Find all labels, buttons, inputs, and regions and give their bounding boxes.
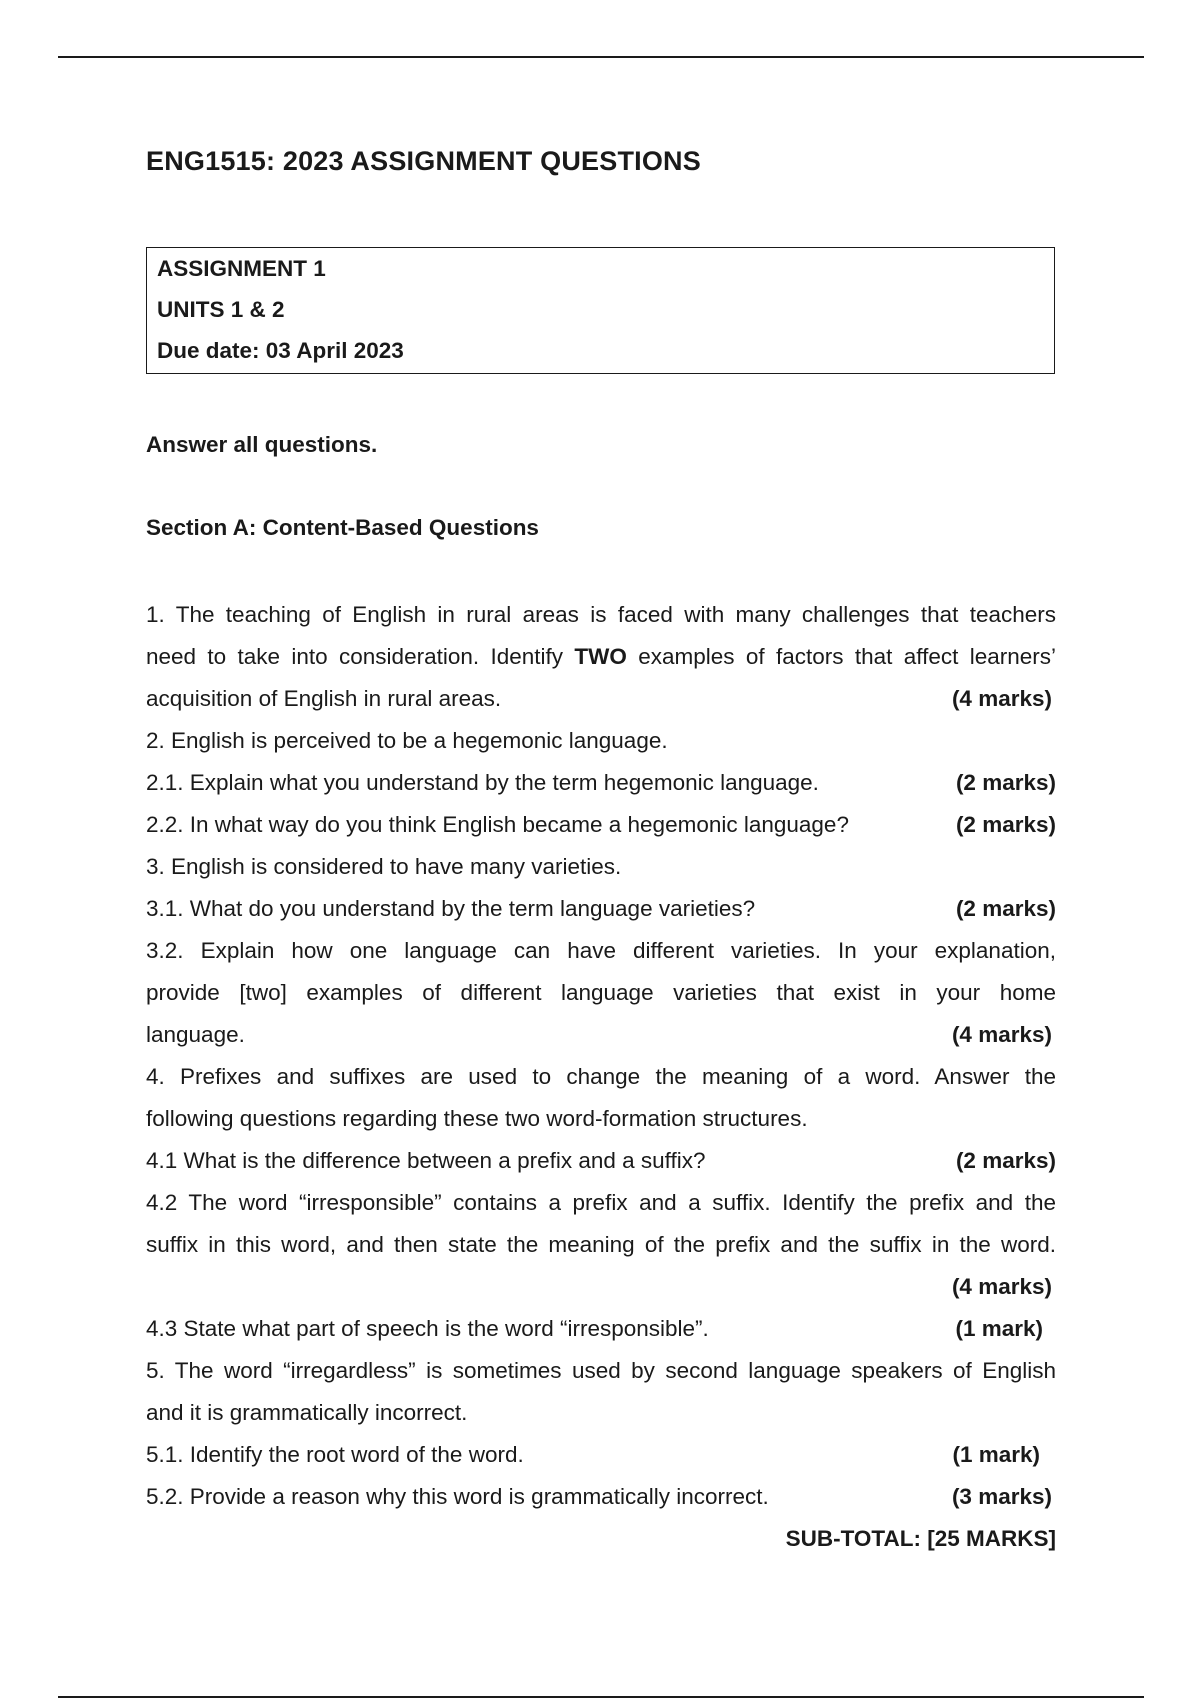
question-4-2-line-2: suffix in this word, and then state the meaning of the prefix and the suffix in the word. bbox=[146, 1232, 1056, 1257]
question-1-marks: (4 marks) bbox=[951, 686, 1052, 711]
question-3-intro: 3. English is considered to have many varieties. bbox=[146, 854, 622, 879]
question-2-1 bbox=[146, 762, 1056, 804]
question-5-2-text: 5.2. Provide a reason why this word is grammatically incorrect. bbox=[146, 1484, 769, 1509]
question-2-intro: 2. English is perceived to be a hegemonic language. bbox=[146, 728, 668, 753]
question-3-2-marks: (4 marks) bbox=[951, 1022, 1052, 1047]
question-3-2-line-2: provide [two] examples of different language varieties that exist in your home bbox=[146, 980, 1056, 1005]
question-4-3 bbox=[146, 1308, 1056, 1350]
bottom-rule bbox=[58, 1696, 1144, 1698]
question-3-2-line-1: 3.2. Explain how one language can have different varieties. In your explanation, bbox=[146, 938, 1056, 963]
question-1-line-3 bbox=[146, 678, 1056, 720]
assignment-due-date: Due date: 03 April 2023 bbox=[157, 338, 404, 363]
question-4-1 bbox=[146, 1140, 1056, 1182]
section-heading: Section A: Content-Based Questions bbox=[146, 515, 539, 540]
document-title: ENG1515: 2023 ASSIGNMENT QUESTIONS bbox=[146, 146, 701, 176]
question-1-emphasis: TWO bbox=[574, 644, 627, 669]
assignment-number: ASSIGNMENT 1 bbox=[157, 256, 326, 281]
subtotal: SUB-TOTAL: [25 MARKS] bbox=[785, 1526, 1056, 1551]
questions-list bbox=[146, 594, 1056, 1560]
question-4-2-marks: (4 marks) bbox=[951, 1274, 1052, 1299]
question-5-1-marks: (1 mark) bbox=[952, 1442, 1040, 1467]
question-4-3-marks: (1 mark) bbox=[955, 1316, 1043, 1341]
question-5-1 bbox=[146, 1434, 1056, 1476]
question-2-1-text: 2.1. Explain what you understand by the term hegemonic language. bbox=[146, 770, 819, 795]
question-5-2-marks: (3 marks) bbox=[951, 1484, 1052, 1509]
question-2-2-marks: (2 marks) bbox=[955, 812, 1056, 837]
question-1-text-end: acquisition of English in rural areas. bbox=[146, 686, 502, 711]
question-5-2 bbox=[146, 1476, 1056, 1518]
question-4-intro-line-2: following questions regarding these two word-formation structures. bbox=[146, 1106, 808, 1131]
question-2-1-marks: (2 marks) bbox=[955, 770, 1056, 795]
assignment-info-box bbox=[146, 247, 1055, 374]
question-4-2-line-1: 4.2 The word “irresponsible” contains a prefix and a suffix. Identify the prefix and the bbox=[146, 1190, 1056, 1215]
question-1-line-2-pre: need to take into consideration. Identify bbox=[146, 644, 575, 669]
question-4-2-marks-line bbox=[146, 1266, 1056, 1308]
question-3-2-text-end: language. bbox=[146, 1022, 245, 1047]
question-1-line-2-post: examples of factors that affect learners’ bbox=[626, 644, 1056, 669]
question-3-2-line-3 bbox=[146, 1014, 1056, 1056]
question-2-2-text: 2.2. In what way do you think English became a hegemonic language? bbox=[146, 812, 849, 837]
question-3-1-marks: (2 marks) bbox=[955, 896, 1056, 921]
question-5-intro-line-2: and it is grammatically incorrect. bbox=[146, 1400, 468, 1425]
instruction-text: Answer all questions. bbox=[146, 432, 378, 457]
question-2-2 bbox=[146, 804, 1056, 846]
question-1-line-1: 1. The teaching of English in rural areas is faced with many challenges that teachers bbox=[146, 602, 1056, 627]
assignment-units: UNITS 1 & 2 bbox=[157, 297, 285, 322]
question-4-1-text: 4.1 What is the difference between a prefix and a suffix? bbox=[146, 1148, 706, 1173]
question-5-intro-line-1: 5. The word “irregardless” is sometimes used by second language speakers of English bbox=[146, 1358, 1056, 1383]
question-3-1 bbox=[146, 888, 1056, 930]
question-4-intro-line-1: 4. Prefixes and suffixes are used to change the meaning of a word. Answer the bbox=[146, 1064, 1056, 1089]
question-5-1-text: 5.1. Identify the root word of the word. bbox=[146, 1442, 524, 1467]
question-4-3-text: 4.3 State what part of speech is the word “irresponsible”. bbox=[146, 1316, 709, 1341]
question-1-line-2 bbox=[146, 636, 1056, 678]
question-4-1-marks: (2 marks) bbox=[955, 1148, 1056, 1173]
top-rule bbox=[58, 56, 1144, 58]
question-3-1-text: 3.1. What do you understand by the term language varieties? bbox=[146, 896, 756, 921]
